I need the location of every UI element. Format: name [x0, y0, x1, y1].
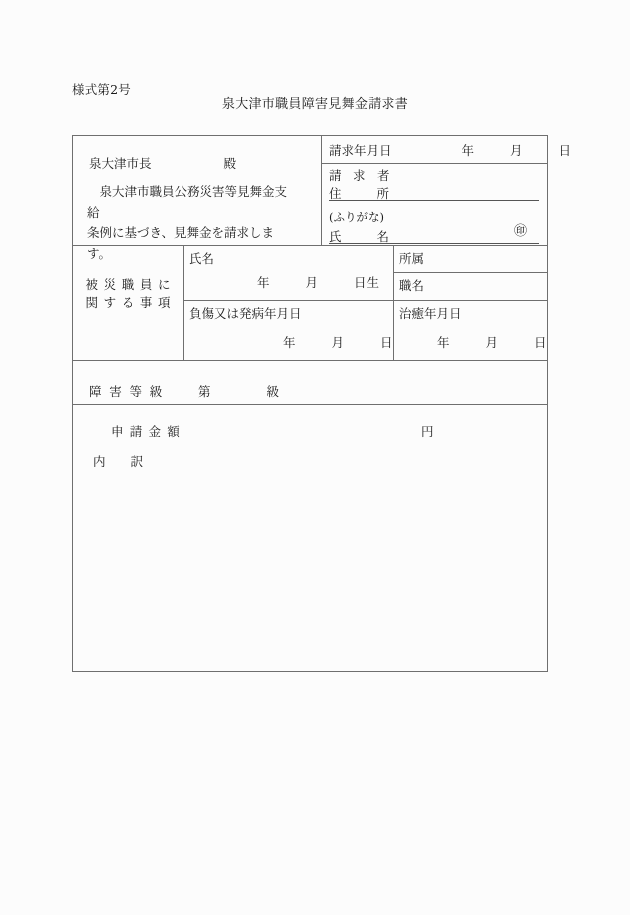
claimant-address-label: 住 所: [329, 186, 401, 201]
birth-day: 日生: [354, 275, 380, 290]
affiliation-cell[interactable]: [393, 245, 547, 272]
recovery-date-value: [437, 333, 547, 351]
breakdown-label: 内 訳: [93, 454, 150, 469]
amount-section-cell[interactable]: [73, 404, 547, 671]
statement-line-1: 泉大津市職員公務災害等見舞金支給: [87, 184, 288, 220]
victim-section-label: [73, 276, 183, 312]
injury-month: 月: [331, 335, 345, 350]
claimant-name-field[interactable]: [329, 226, 539, 244]
seal-icon: ㊞: [513, 224, 527, 239]
victim-birth-date: [257, 273, 379, 291]
amount-label: 申請金額: [111, 424, 187, 439]
rule-claimdate-bottom: [321, 163, 547, 164]
claimant-label: 請 求 者: [329, 168, 394, 183]
addressee-line: [89, 154, 236, 172]
claimant-address-field[interactable]: [329, 183, 539, 201]
injury-date-cell[interactable]: [183, 300, 393, 360]
grade-row-cell[interactable]: [73, 360, 547, 404]
job-title-cell[interactable]: [393, 272, 547, 300]
victim-name-cell[interactable]: [183, 245, 393, 301]
currency-unit: 円: [421, 424, 434, 439]
injury-date-value: [283, 333, 393, 351]
recovery-year: 年: [437, 335, 450, 350]
job-title-label: 職名: [399, 278, 425, 293]
recovery-date-cell[interactable]: [393, 300, 547, 360]
injury-date-label: 負傷又は発病年月日: [189, 306, 302, 321]
grade-label: 障害等級: [89, 384, 171, 399]
page-title: 泉大津市職員障害見舞金請求書: [221, 97, 409, 112]
furigana-label: (ふりがな): [329, 210, 384, 224]
injury-year: 年: [283, 335, 296, 350]
grade-row: [89, 382, 279, 400]
birth-year: 年: [257, 275, 270, 290]
statement-line-2: 条例に基づき、見舞金を請求します。: [87, 225, 275, 261]
claim-date-month: 月: [510, 143, 523, 158]
recovery-date-label: 治癒年月日: [399, 306, 462, 321]
victim-name-label: 氏名: [189, 251, 215, 266]
form-table: [72, 135, 572, 672]
grade-ordinal-prefix: 第: [198, 384, 211, 399]
amount-row: [111, 422, 529, 440]
affiliation-label: 所属: [399, 251, 425, 266]
claim-date-label: 請求年月日: [329, 143, 392, 158]
claimant-block: [321, 136, 572, 246]
claim-date-row: [329, 141, 572, 159]
addressee-honorific: 殿: [223, 156, 237, 171]
victim-section-label-cell: [73, 245, 183, 361]
recovery-month: 月: [485, 335, 499, 350]
recovery-day: 日: [534, 335, 547, 350]
victim-label-line-2: 関する事項: [85, 294, 177, 310]
injury-day: 日: [380, 335, 393, 350]
form-number: 様式第2号: [72, 82, 131, 97]
addressee-name: 泉大津市長: [89, 156, 152, 171]
claim-date-day: 日: [558, 143, 572, 158]
birth-month: 月: [305, 275, 319, 290]
victim-label-line-1: 被災職員に: [85, 277, 177, 292]
claim-date-year: 年: [461, 143, 475, 158]
claimant-name-label: 氏 名: [329, 229, 401, 244]
grade-suffix: 級: [266, 384, 280, 399]
